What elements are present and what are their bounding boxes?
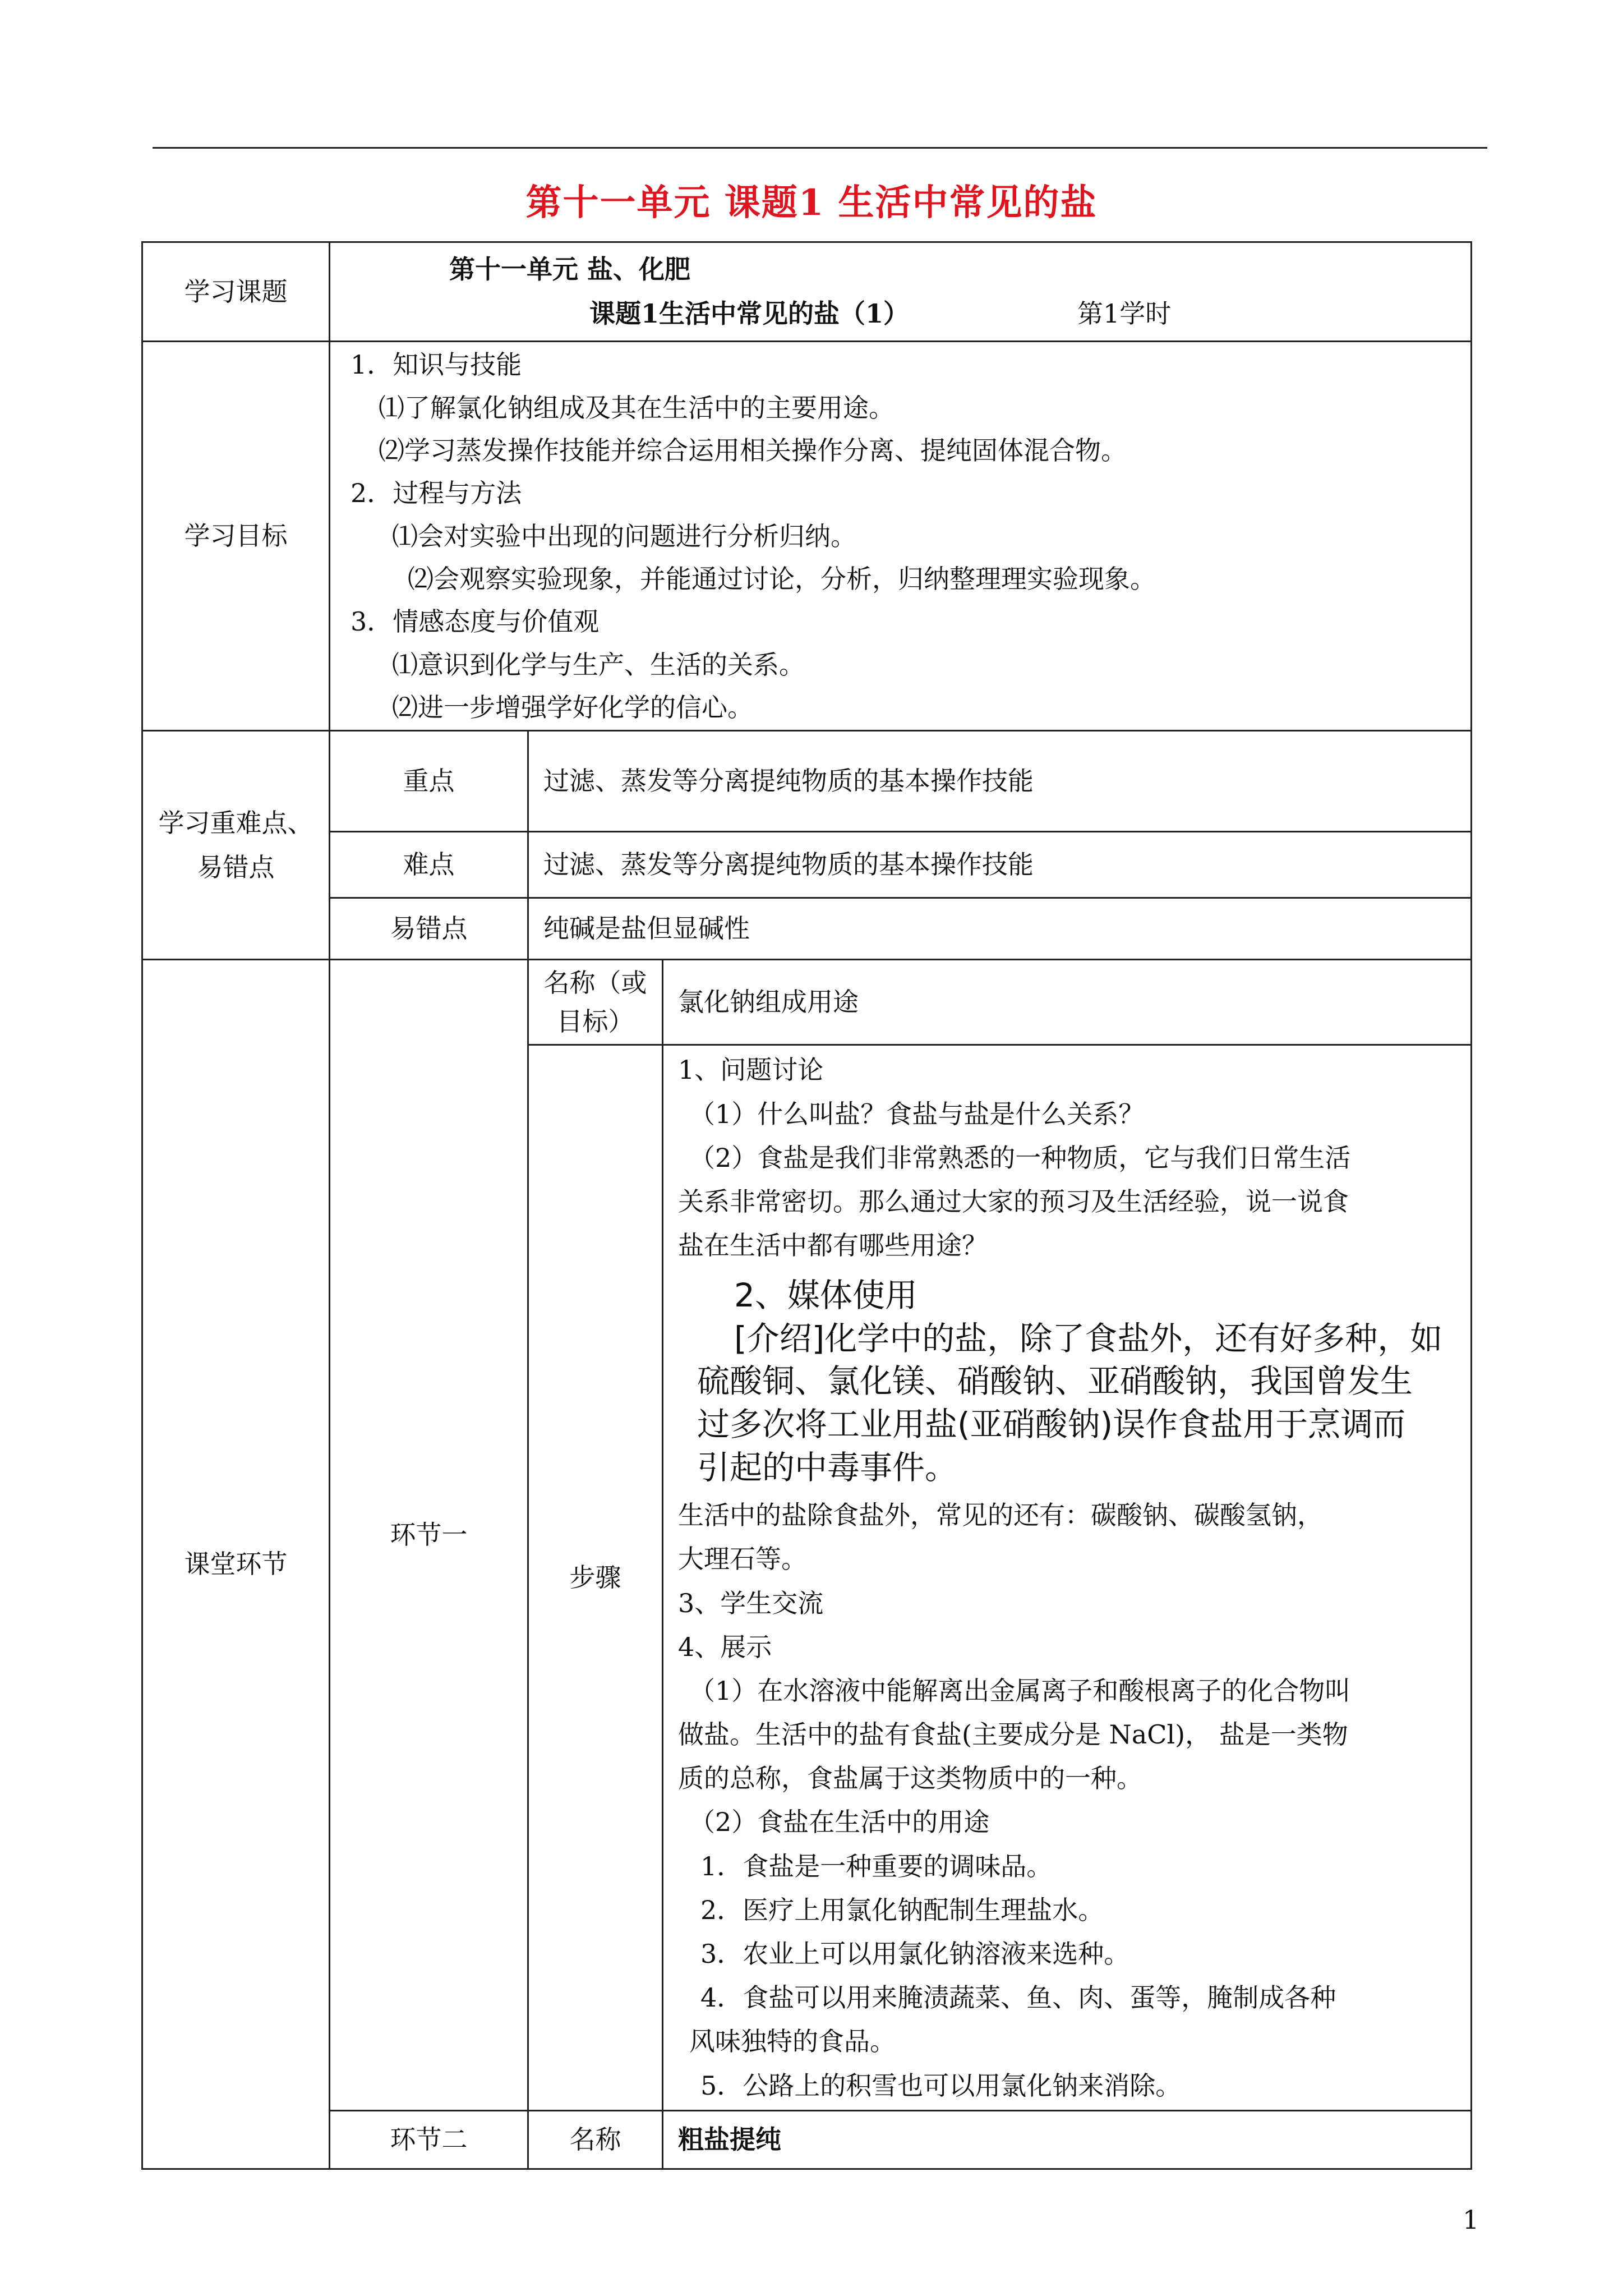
key-point-text: 过滤、蒸发等分离提纯物质的基本操作技能 [528, 731, 1472, 832]
step-line: 关系非常密切。那么通过大家的预习及生活经验，说一说食 [678, 1186, 1349, 1217]
objective-line: ⑴会对实验中出现的问题进行分析归纳。 [392, 521, 856, 551]
objective-line: ⑵会观察实验现象，并能通过讨论，分析，归纳整理理实验现象。 [408, 564, 1156, 595]
objective-line: ⑴意识到化学与生产、生活的关系。 [392, 649, 805, 680]
media-usage-image [678, 1267, 1456, 1493]
step-line: 质的总称，食盐属于这类物质中的一种。 [678, 1763, 1142, 1794]
step-line: 3．农业上可以用氯化钠溶液来选种。 [700, 1939, 1130, 1969]
topic-row [142, 242, 1472, 342]
objective-line: 2．过程与方法 [351, 478, 522, 509]
objectives-label: 学习目标 [142, 342, 330, 731]
media-line: 2、媒体使用 [734, 1276, 917, 1315]
step-line: （2）食盐是我们非常熟悉的一种物质，它与我们日常生活 [689, 1142, 1351, 1173]
difficult-point-row [142, 832, 1472, 898]
stage1-name-value: 氯化钠组成用途 [663, 960, 1472, 1045]
step-line: （2）食盐在生活中的用途 [689, 1807, 990, 1838]
difficult-point-label: 难点 [330, 832, 528, 898]
step-line: （1）什么叫盐？食盐与盐是什么关系？ [689, 1098, 1145, 1129]
step-line: 风味独特的食品。 [689, 2026, 896, 2057]
stage2-row [142, 2110, 1472, 2169]
topic-lesson: 课题1生活中常见的盐（1） [589, 298, 910, 329]
objective-line: ⑵学习蒸发操作技能并综合运用相关操作分离、提纯固体混合物。 [379, 435, 1127, 466]
step-line: 4．食盐可以用来腌渍蔬菜、鱼、肉、蛋等，腌制成各种 [700, 1982, 1336, 2013]
step-line: 做盐。生活中的盐有食盐(主要成分是 NaCl)， 盐是一类物 [678, 1719, 1348, 1750]
stage1-name-label: 名称（或目标） [528, 960, 663, 1045]
error-prone-point-label: 易错点 [330, 898, 528, 960]
stage1-label: 环节一 [330, 960, 528, 2110]
key-points-label: 学习重难点、易错点 [142, 731, 330, 960]
media-line: 硫酸铜、氯化镁、硝酸钠、亚硝酸钠，我国曾发生 [697, 1362, 1413, 1401]
objective-line: ⑴了解氯化钠组成及其在生活中的主要用途。 [379, 392, 895, 423]
step-line: 大理石等。 [678, 1544, 807, 1575]
media-line: 过多次将工业用盐(亚硝酸钠)误作食盐用于烹调而 [697, 1405, 1406, 1444]
stage2-name-value: 粗盐提纯 [663, 2110, 1472, 2169]
stage1-name-row [142, 960, 1472, 1045]
header-rule [153, 147, 1487, 149]
topic-label: 学习课题 [142, 242, 330, 342]
step-line: 2．医疗上用氯化钠配制生理盐水。 [700, 1894, 1104, 1925]
step-line: 盐在生活中都有哪些用途？ [678, 1230, 988, 1261]
step-line: 生活中的盐除食盐外，常见的还有：碳酸钠、碳酸氢钠， [678, 1500, 1323, 1531]
difficult-point-text: 过滤、蒸发等分离提纯物质的基本操作技能 [528, 832, 1472, 898]
lesson-plan-table [141, 241, 1472, 2170]
step-line: 5．公路上的积雪也可以用氯化钠来消除。 [700, 2070, 1182, 2101]
objective-line: ⑵进一步增强学好化学的信心。 [392, 692, 753, 723]
step-line: 3、学生交流 [678, 1588, 824, 1618]
step-line: 1、问题讨论 [678, 1055, 824, 1085]
page-number: 1 [1463, 2205, 1479, 2235]
step-line: （1）在水溶液中能解离出金属离子和酸根离子的化合物叫 [689, 1675, 1351, 1706]
topic-unit: 第十一单元 盐、化肥 [449, 254, 691, 284]
error-prone-point-text: 纯碱是盐但显碱性 [528, 898, 1472, 960]
media-line: 引起的中毒事件。 [697, 1448, 958, 1487]
key-point-row [142, 731, 1472, 832]
classroom-label: 课堂环节 [142, 960, 330, 2169]
document-title: 第十一单元 课题1 生活中常见的盐 [525, 182, 1098, 224]
objective-line: 1．知识与技能 [351, 349, 522, 380]
stage1-steps-label: 步骤 [528, 1045, 663, 2110]
key-point-label: 重点 [330, 731, 528, 832]
topic-period: 第1学时 [1077, 298, 1172, 329]
stage2-name-label: 名称 [528, 2110, 663, 2169]
objective-line: 3．情感态度与价值观 [351, 606, 600, 637]
objectives-row [142, 342, 1472, 731]
media-line: [介绍]化学中的盐，除了食盐外，还有好多种，如 [734, 1319, 1443, 1358]
step-line: 1．食盐是一种重要的调味品。 [700, 1851, 1053, 1881]
error-prone-point-row [142, 898, 1472, 960]
step-line: 4、展示 [678, 1631, 772, 1662]
stage2-label: 环节二 [330, 2110, 528, 2169]
